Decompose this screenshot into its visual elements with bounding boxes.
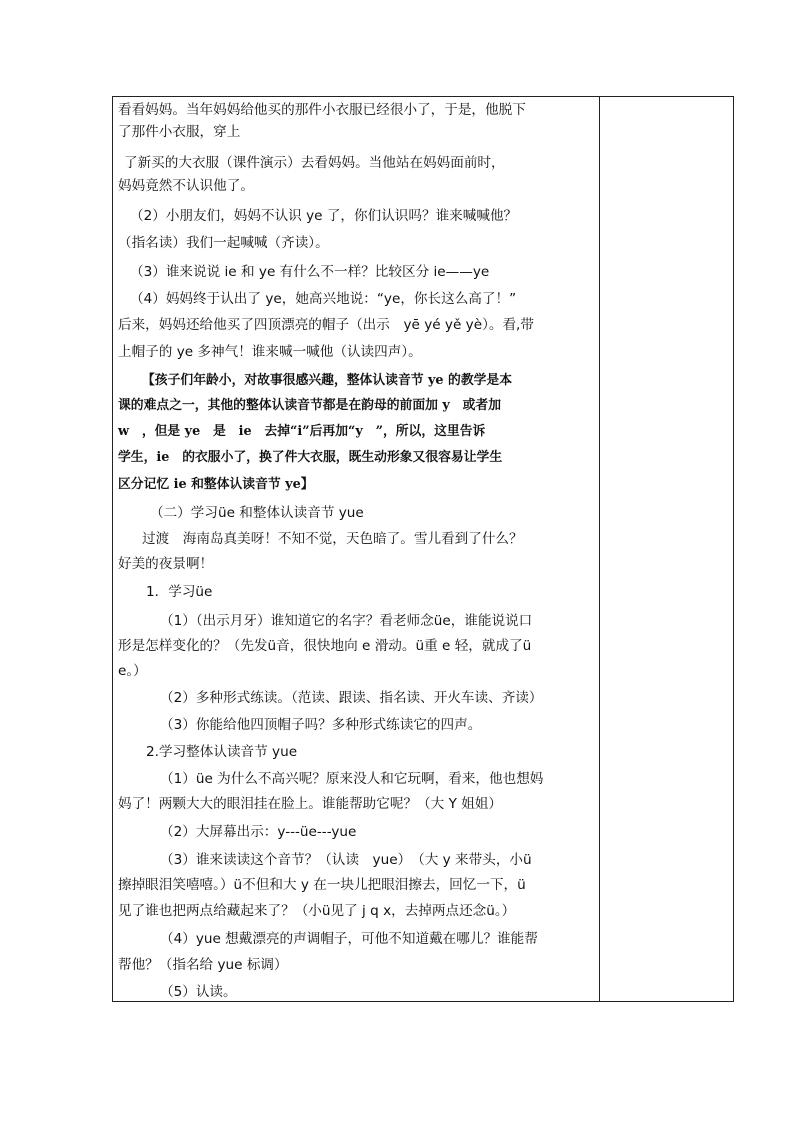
- teaching-note-line: 课的难点之一，其他的整体认读音节都是在韵母的前面加 y 或者加: [118, 398, 502, 413]
- teaching-note-line: 【孩子们年龄小，对故事很感兴趣，整体认读音节 ye 的教学是本: [142, 373, 513, 388]
- text-line: （4）yue 想戴漂亮的声调帽子，可他不知道戴在哪儿？谁能帮: [160, 931, 538, 947]
- text-line: 上帽子的 ye 多神气！谁来喊一喊他（认读四声）。: [118, 344, 422, 360]
- section-heading: （二）学习üe 和整体认读音节 yue: [150, 505, 364, 521]
- text-line: 帮他？（指名给 yue 标调）: [118, 957, 288, 973]
- text-line: （指名读）我们一起喊喊（齐读）。: [118, 235, 329, 251]
- text-line: （2）多种形式练读。（范读、跟读、指名读、开火车读、齐读）: [160, 690, 543, 706]
- text-line: 擦掉眼泪笑嘻嘻。）ü不但和大 y 在一块儿把眼泪擦去，回忆一下，ü: [118, 877, 526, 893]
- subsection-heading: 2.学习整体认读音节 yue: [146, 744, 298, 760]
- text-line: （3）谁来读读这个音节？（认读 yue） （大 y 来带头，小ü: [160, 852, 532, 868]
- text-line: （3）你能给他四顶帽子吗？多种形式练读它的四声。: [160, 717, 482, 733]
- text-line: （1）（出示月牙）谁知道它的名字？看老师念üe，谁能说说口: [160, 613, 533, 629]
- text-line: 了那件小衣服，穿上: [118, 124, 241, 140]
- text-line: 后来，妈妈还给他买了四顶漂亮的帽子（出示 yē yé yě yè）。看,带: [118, 317, 534, 333]
- text-line: 形是怎样变化的？（先发ü音，很快地向 e 滑动。ü重 e 轻，就成了ü: [118, 638, 532, 654]
- text-line: 过渡 海南岛真美呀！不知不觉，天色暗了。雪儿看到了什么？: [142, 531, 523, 547]
- text-line: （3）谁来说说 ie 和 ye 有什么不一样？比较区分 ie——ye: [130, 264, 490, 280]
- text-line: 看看妈妈。当年妈妈给他买的那件小衣服已经很小了，于是，他脱下: [118, 102, 526, 118]
- text-line: e。）: [118, 663, 147, 679]
- text-line: 好美的夜景啊！: [118, 556, 214, 572]
- text-line: 见了谁也把两点给藏起来了？（小ü见了 j q x，去掉两点还念ü。）: [118, 903, 516, 919]
- teaching-note-line: 学生，ie 的衣服小了，换了件大衣服，既生动形象又很容易让学生: [118, 450, 503, 465]
- teaching-note-line: w ，但是 ye 是 ie 去掉“i”后再加“y ”，所以，这里告诉: [118, 424, 486, 439]
- text-line: 了新买的大衣服（课件演示）去看妈妈。当他站在妈妈面前时，: [124, 155, 505, 171]
- table-column-divider: [599, 96, 600, 1002]
- teaching-note-line: 区分记忆 ie 和整体认读音节 ye】: [118, 477, 314, 492]
- text-line: （2）小朋友们，妈妈不认识 ye 了，你们认识吗？谁来喊喊他？: [130, 208, 518, 224]
- subsection-heading: 1．学习üe: [146, 584, 213, 600]
- text-line: （1）üe 为什么不高兴呢？原来没人和它玩啊，看来，他也想妈: [160, 771, 544, 787]
- text-line: （5）认读。: [160, 984, 237, 1000]
- text-line: （4）妈妈终于认出了 ye，她高兴地说：“ye，你长这么高了！”: [130, 291, 517, 307]
- text-line: 妈妈竟然不认识他了。: [118, 178, 254, 194]
- text-line: 妈了！两颗大大的眼泪挂在脸上。谁能帮助它呢？（大 Y 姐姐）: [118, 796, 502, 812]
- text-line: （2）大屏幕出示：y---üe---yue: [160, 824, 357, 840]
